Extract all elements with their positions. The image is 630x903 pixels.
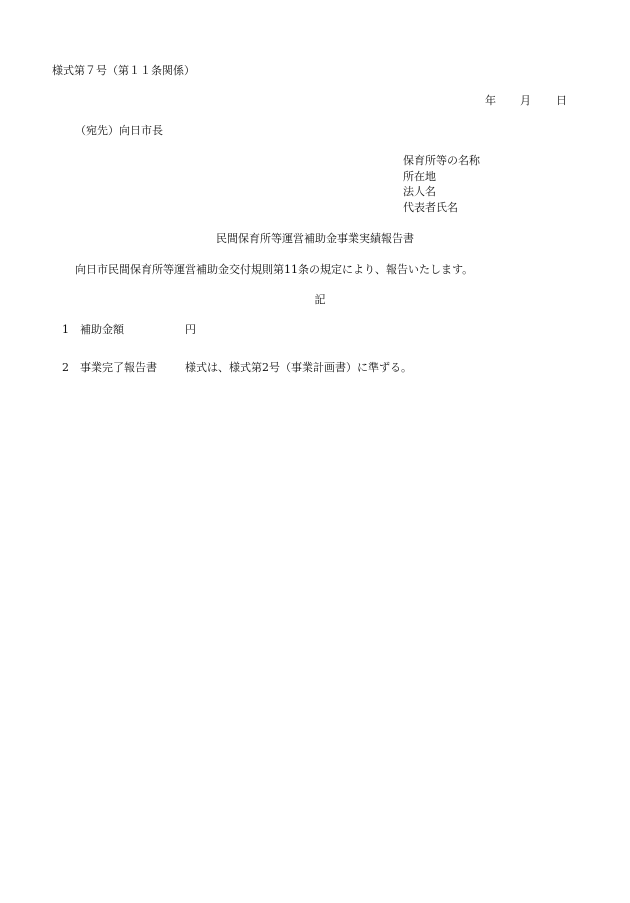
corporation-label: 法人名 bbox=[403, 185, 436, 198]
address-label: 所在地 bbox=[403, 170, 436, 183]
addressee: （宛先）向日市長 bbox=[75, 124, 163, 137]
facility-name-label: 保育所等の名称 bbox=[403, 154, 480, 167]
item-value-format-note: 様式は、様式第2号（事業計画書）に準ずる。 bbox=[185, 361, 412, 374]
item-label-subsidy-amount: 補助金額 bbox=[80, 323, 124, 336]
representative-label: 代表者氏名 bbox=[403, 201, 458, 214]
form-number: 様式第７号（第１１条関係） bbox=[52, 64, 195, 77]
date-month-label: 月 bbox=[520, 94, 531, 107]
ki-heading: 記 bbox=[314, 293, 326, 306]
document-title: 民間保育所等運営補助金事業実績報告書 bbox=[216, 232, 414, 245]
item-label-completion-report: 事業完了報告書 bbox=[80, 361, 157, 374]
item-value-yen: 円 bbox=[185, 323, 196, 336]
date-year-label: 年 bbox=[485, 94, 496, 107]
body-text: 向日市民間保育所等運営補助金交付規則第11条の規定により、報告いたします。 bbox=[75, 263, 474, 276]
item-number: 1 bbox=[62, 323, 69, 336]
date-day-label: 日 bbox=[556, 94, 567, 107]
item-number: 2 bbox=[62, 361, 69, 374]
